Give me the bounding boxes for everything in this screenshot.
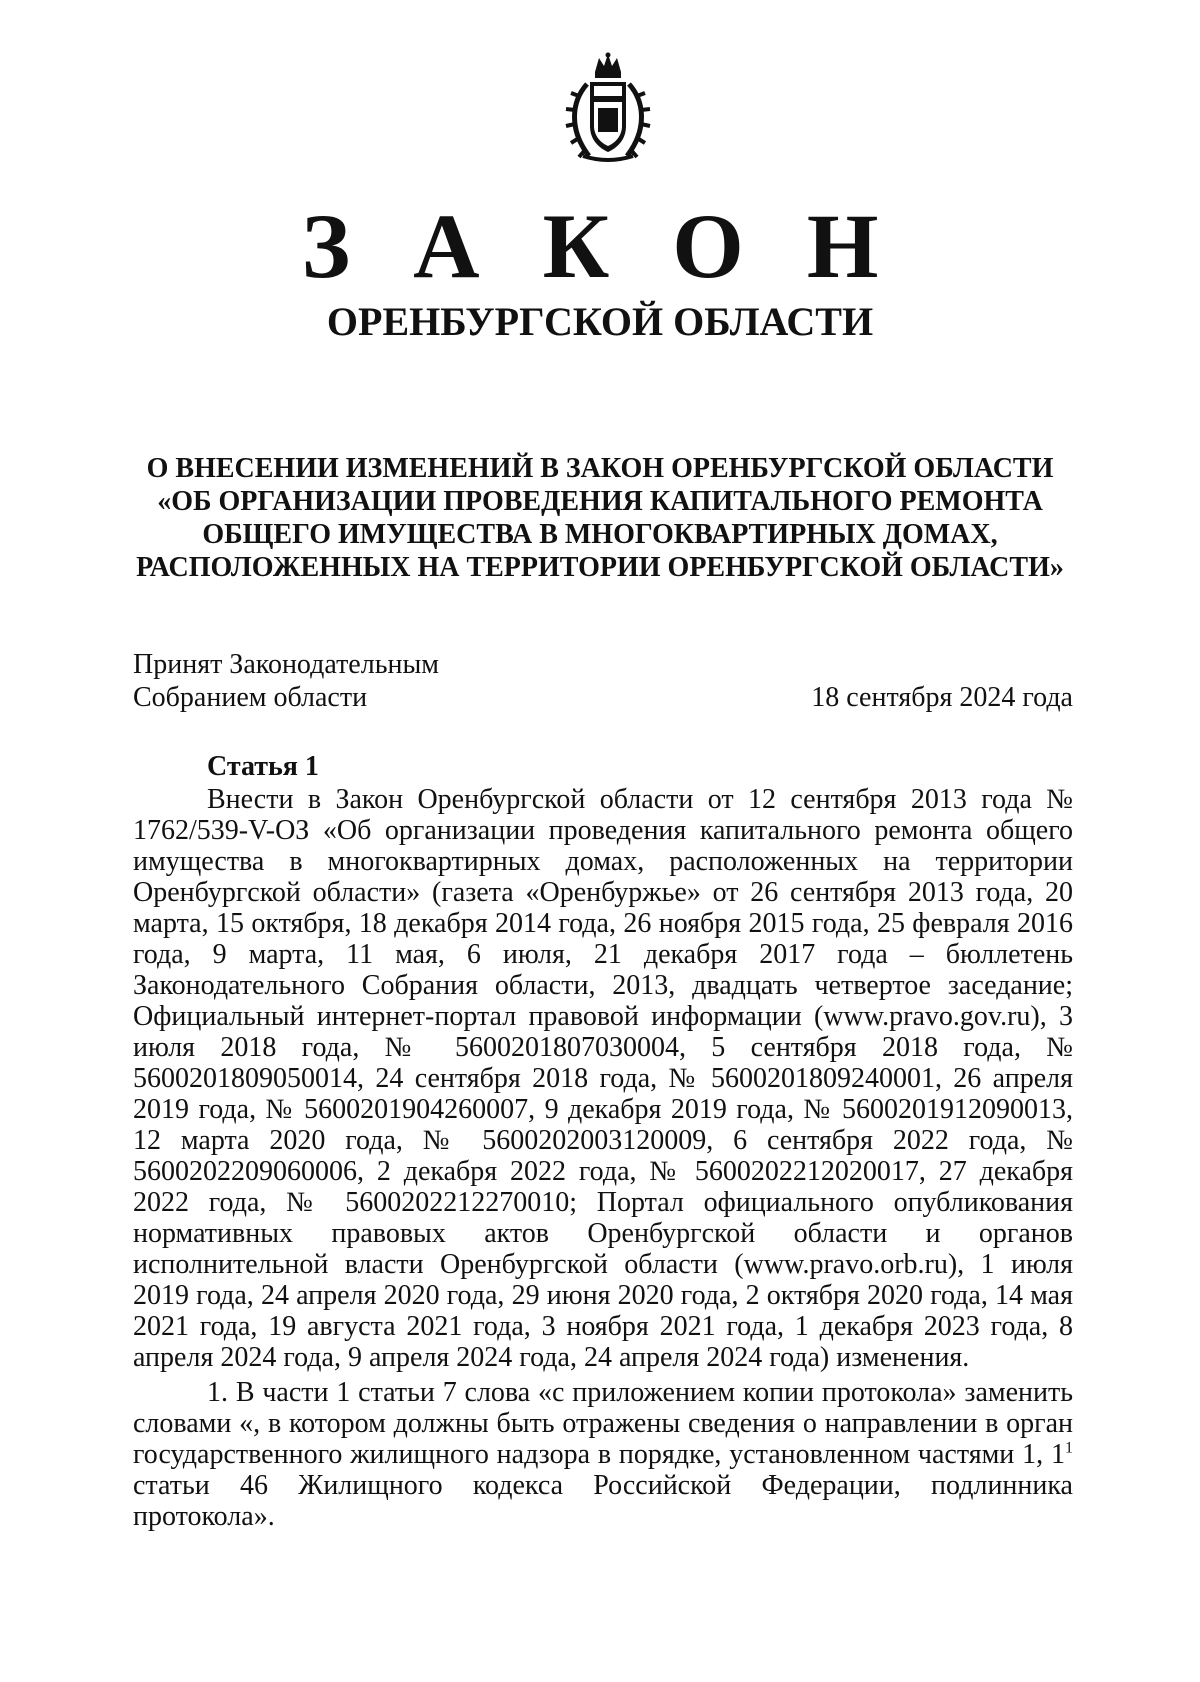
adoption-block — [133, 648, 1073, 714]
article-paragraph: Внести в Закон Оренбургской области от 12 сентября 2013 года № 1762/539-V-ОЗ «Об организации проведения капитального ремонта общего имущества в многоквартирных домах, расположенных на территории Оренбургской области» (газета «Оренбуржье» от 26 сентября 2013 года, 20 марта, 15 октября, 18 декабря 2014 года, 26 ноября 2015 года, 25 февраля 2016 года, 9 марта, 11 мая, 6 июля, 21 декабря 2017 года – бюллетень Законодательного Собрания области, 2013, двадцать четвертое заседание; Официальный интернет-портал правовой информации (www.pravo.gov.ru), 3 июля 2018 года, № 5600201807030004, 5 сентября 2018 года, № 5600201809050014, 24 сентября 2018 года, № 5600201809240001, 26 апреля 2019 года, № 5600201904260007, 9 декабря 2019 года, № 5600201912090013, 12 марта 2020 года, № 5600202003120009, 6 сентября 2022 года, № 5600202209060006, 2 декабря 2022 года, № 5600202212020017, 27 декабря 2022 года, № 5600202212270010; Портал официального опубликования нормативных правовых актов Оренбургской области и органов исполнительной власти Оренбургской области (www.pravo.orb.ru), 1 июля 2019 года, 24 апреля 2020 года, 29 июня 2020 года, 2 октября 2020 года, 14 мая 2021 года, 19 августа 2021 года, 3 ноября 2021 года, 1 декабря 2023 года, 8 апреля 2024 года, 9 апреля 2024 года, 24 апреля 2024 года) изменения. — [133, 784, 1073, 1373]
document-title: З А К О Н — [301, 195, 899, 297]
article-item — [133, 1377, 1073, 1532]
adoption-date: 18 сентября 2024 года — [811, 682, 1073, 713]
law-heading-line: «ОБ ОРГАНИЗАЦИИ ПРОВЕДЕНИЯ КАПИТАЛЬНОГО РЕМОНТА — [157, 486, 1043, 517]
coat-of-arms-emblem — [565, 52, 651, 164]
adoption-line: Собранием области — [133, 682, 368, 713]
item-text: 1. В части 1 статьи 7 слова «с приложением копии протокола» заменить словами «, в котором должны быть отражены сведения о направлении в орган государственного жилищного надзора в порядке, установленном частями 1, 1 — [133, 1377, 1073, 1470]
item-superscript: 1 — [1065, 1439, 1073, 1457]
law-heading — [100, 452, 1100, 584]
article-title: Статья 1 — [207, 751, 319, 782]
item-text: статьи 46 Жилищного кодекса Российской Федерации, подлинника протокола». — [133, 1470, 1073, 1532]
adoption-line: Принят Законодательным — [133, 649, 439, 680]
law-heading-line: ОБЩЕГО ИМУЩЕСТВА В МНОГОКВАРТИРНЫХ ДОМАХ, — [202, 519, 998, 550]
law-heading-line: РАСПОЛОЖЕННЫХ НА ТЕРРИТОРИИ ОРЕНБУРГСКОЙ ОБЛАСТИ» — [136, 552, 1064, 583]
article-body — [133, 784, 1073, 1532]
region-title: ОРЕНБУРГСКОЙ ОБЛАСТИ — [326, 299, 874, 344]
law-heading-line: О ВНЕСЕНИИ ИЗМЕНЕНИЙ В ЗАКОН ОРЕНБУРГСКОЙ ОБЛАСТИ — [146, 453, 1054, 484]
